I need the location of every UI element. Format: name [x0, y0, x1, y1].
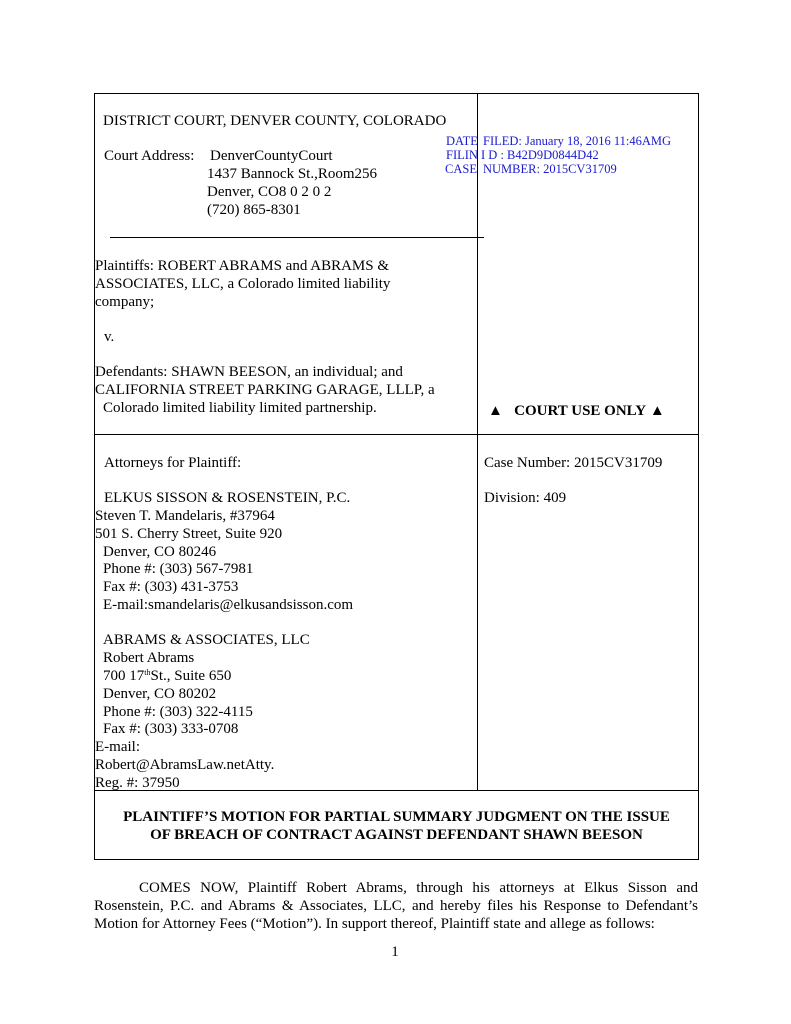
- firm2-street-number: 700 17: [103, 668, 145, 684]
- court-address-line-3: Denver, CO8 0 2 0 2: [207, 184, 332, 200]
- firm1-name: ELKUS SISSON & ROSENSTEIN, P.C.: [104, 490, 351, 506]
- caption-row-divider: [94, 434, 699, 435]
- firm2-street-ordinal: th: [144, 668, 151, 677]
- motion-title-line-1: PLAINTIFF’S MOTION FOR PARTIAL SUMMARY JUDGMENT ON THE ISSUE: [123, 809, 670, 825]
- court-address-line-2: 1437 Bannock St.,Room256: [207, 166, 378, 182]
- defendants-line-3: Colorado limited liability limited partnership.: [103, 400, 377, 416]
- efiling-stamp-left-2: FILIN: [446, 148, 478, 162]
- firm2-phone: Phone #: (303) 322-4115: [103, 704, 253, 720]
- firm1-city: Denver, CO 80246: [103, 544, 217, 560]
- firm2-fax: Fax #: (303) 333-0708: [103, 721, 239, 737]
- defendants-line-1: Defendants: SHAWN BEESON, an individual; and: [95, 364, 403, 380]
- firm2-attorney: Robert Abrams: [103, 650, 195, 666]
- firm1-phone: Phone #: (303) 567-7981: [103, 561, 254, 577]
- court-use-only: [488, 402, 665, 420]
- page-number: 1: [391, 944, 399, 960]
- defendants-line-2: CALIFORNIA STREET PARKING GARAGE, LLLP, a: [95, 382, 435, 398]
- division: Division: 409: [484, 490, 567, 506]
- triangle-up-icon: ▲: [649, 403, 665, 419]
- firm2-city: Denver, CO 80202: [103, 686, 217, 702]
- plaintiffs-line-3: company;: [95, 294, 155, 310]
- body-line-3: Motion for Attorney Fees (“Motion”). In support thereof, Plaintiff state and allege as follows:: [94, 916, 655, 932]
- attorney-row-divider: [94, 790, 699, 791]
- court-use-only-label: COURT USE ONLY: [514, 403, 647, 419]
- body-line-2: Rosenstein, P.C. and Abrams & Associates, LLC, and hereby files his Response to Defendant’s: [94, 898, 698, 914]
- court-phone: (720) 865-8301: [207, 202, 301, 218]
- firm2-street: [103, 667, 231, 685]
- court-address-line-1: DenverCountyCourt: [210, 148, 333, 164]
- caption-border-right: [698, 93, 699, 860]
- triangle-up-icon: ▲: [488, 403, 503, 419]
- plaintiffs-line-1: Plaintiffs: ROBERT ABRAMS and ABRAMS &: [95, 258, 390, 274]
- versus: v.: [104, 329, 115, 345]
- caption-column-divider: [477, 93, 478, 790]
- firm1-street: 501 S. Cherry Street, Suite 920: [95, 526, 283, 542]
- firm2-reg-number: Reg. #: 37950: [95, 775, 180, 791]
- efiling-stamp-left-1: DATE: [446, 134, 478, 148]
- court-info-divider: [110, 237, 484, 238]
- efiling-stamp-left-3: CASE: [445, 162, 477, 176]
- caption-border-top: [94, 93, 699, 94]
- firm1-fax: Fax #: (303) 431-3753: [103, 579, 239, 595]
- efiling-stamp-date: FILED: January 18, 2016 11:46AMG: [483, 134, 672, 148]
- plaintiffs-line-2: ASSOCIATES, LLC, a Colorado limited liability: [95, 276, 391, 292]
- court-address-label: Court Address:: [104, 148, 195, 164]
- attorneys-heading: Attorneys for Plaintiff:: [104, 455, 242, 471]
- caption-border-bottom: [94, 859, 699, 860]
- firm2-email-label: E-mail:: [95, 739, 140, 755]
- firm2-name: ABRAMS & ASSOCIATES, LLC: [103, 632, 310, 648]
- efiling-stamp-id: I D : B42D9D0844D42: [481, 148, 599, 162]
- firm2-street-rest: St., Suite 650: [150, 668, 232, 684]
- case-number: Case Number: 2015CV31709: [484, 455, 663, 471]
- body-line-1: COMES NOW, Plaintiff Robert Abrams, through his attorneys at Elkus Sisson and: [139, 880, 698, 896]
- motion-title-line-2: OF BREACH OF CONTRACT AGAINST DEFENDANT SHAWN BEESON: [150, 827, 643, 843]
- firm2-email: Robert@AbramsLaw.netAtty.: [95, 757, 275, 773]
- efiling-stamp-case-number: NUMBER: 2015CV31709: [483, 162, 617, 176]
- firm1-attorney: Steven T. Mandelaris, #37964: [95, 508, 275, 524]
- court-name: DISTRICT COURT, DENVER COUNTY, COLORADO: [103, 113, 447, 129]
- firm1-email: E-mail:smandelaris@elkusandsisson.com: [103, 597, 354, 613]
